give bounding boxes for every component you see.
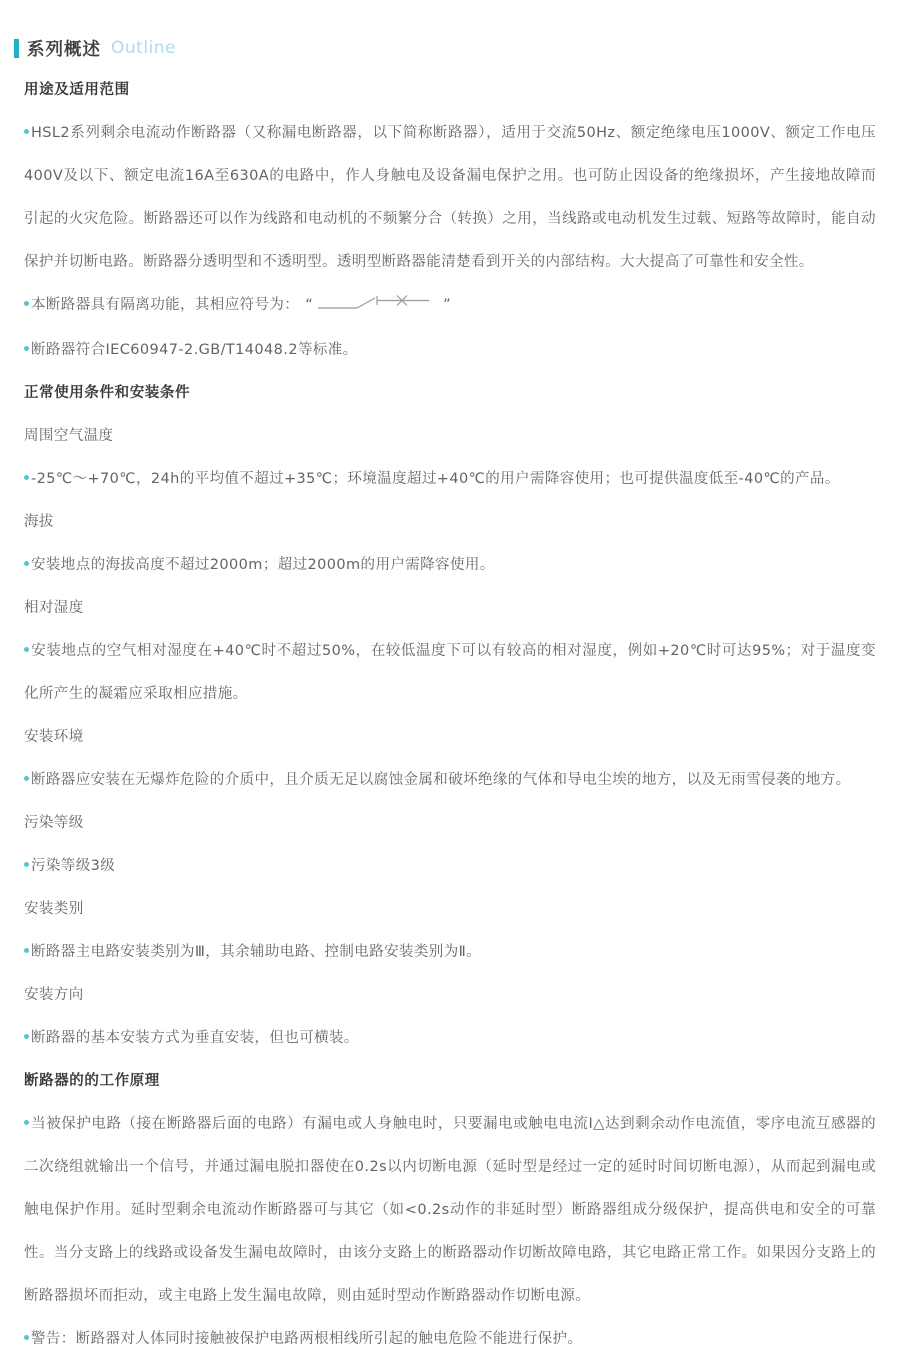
section <box>24 372 876 1060</box>
bullet-dot-icon <box>24 561 29 566</box>
bullet-paragraph <box>24 458 876 501</box>
bullet-text: 警告：断路器对人体同时接触被保护电路两根相线所引起的触电危险不能进行保护。 <box>31 1331 583 1347</box>
quote-close: ” <box>443 297 452 313</box>
subheading <box>24 974 876 1017</box>
bullet-dot-icon <box>24 1335 29 1340</box>
subheading <box>24 587 876 630</box>
bullet-dot-icon <box>24 346 29 351</box>
bullet-text: 断路器应安装在无爆炸危险的介质中，且介质无足以腐蚀金属和破坏绝缘的气体和导电尘埃的地方，以及无雨雪侵袭的地方。 <box>31 772 851 788</box>
subheading-label: 安装方向 <box>24 987 84 1003</box>
bullet-text: 断路器的基本安装方式为垂直安装，但也可横装。 <box>31 1030 359 1046</box>
bullet-text: 安装地点的空气相对湿度在+40℃时不超过50%，在较低温度下可以有较高的相对湿度，例如+20℃时可达95%；对于温度变化所产生的凝霜应采取相应措施。 <box>24 643 876 702</box>
bullet-paragraph <box>24 931 876 974</box>
bullet-paragraph <box>24 112 876 284</box>
bullet-text: 断路器主电路安装类别为Ⅲ，其余辅助电路、控制电路安装类别为Ⅱ。 <box>31 944 482 960</box>
subheading <box>24 716 876 759</box>
bullet-text: 当被保护电路（接在断路器后面的电路）有漏电或人身触电时，只要漏电或触电电流I△达到剩余动作电流值，零序电流互感器的二次绕组就输出一个信号，并通过漏电脱扣器使在0.2s以内切断电源（延时型是经过一定的延时时间切断电源），从而起到漏电或触电保护作用。延时型剩余电流动作断路器可与其它（如<0.2s动作的非延时型）断路器组成分级保护，提高供电和安全的可靠性。当分支路上的线路或设备发生漏电故障时，由该分支路上的断路器动作切断故障电路，其它电路正常工作。如果因分支路上的断路器损坏而拒动，或主电路上发生漏电故障，则由延时型动作断路器动作切断电源。 <box>24 1116 876 1304</box>
subheading <box>24 888 876 931</box>
subheading-label: 安装环境 <box>24 729 84 745</box>
series-header <box>14 36 876 60</box>
bullet-paragraph-with-symbol <box>24 284 876 329</box>
subheading-label: 相对湿度 <box>24 600 84 616</box>
subheading-label: 污染等级 <box>24 815 84 831</box>
bullet-dot-icon <box>24 948 29 953</box>
bullet-text: -25℃～+70℃，24h的平均值不超过+35℃；环境温度超过+40℃的用户需降容使用；也可提供温度低至-40℃的产品。 <box>31 471 840 487</box>
page-title-en: Outline <box>111 38 177 58</box>
bullet-paragraph <box>24 329 876 372</box>
bullet-paragraph <box>24 1017 876 1060</box>
bullet-dot-icon <box>24 1034 29 1039</box>
bullet-paragraph <box>24 845 876 888</box>
bullet-text: 断路器符合IEC60947-2.GB/T14048.2等标准。 <box>31 342 358 358</box>
section-heading: 断路器的的工作原理 <box>24 1073 160 1089</box>
subheading <box>24 501 876 544</box>
subheading-label: 周围空气温度 <box>24 428 114 444</box>
isolation-switch-symbol-icon <box>317 286 433 329</box>
subheading-label: 安装类别 <box>24 901 84 917</box>
subheading <box>24 802 876 845</box>
section-heading: 用途及适用范围 <box>24 82 130 98</box>
bullet-dot-icon <box>24 776 29 781</box>
bullet-dot-icon <box>24 475 29 480</box>
bullet-dot-icon <box>24 647 29 652</box>
bullet-text: HSL2系列剩余电流动作断路器（又称漏电断路器，以下简称断路器），适用于交流50Hz、额定绝缘电压1000V、额定工作电压400V及以下、额定电流16A至630A的电路中，作人身触电及设备漏电保护之用。也可防止因设备的绝缘损坏，产生接地故障而引起的火灾危险。断路器还可以作为线路和电动机的不频繁分合（转换）之用，当线路或电动机发生过载、短路等故障时，能自动保护并切断电路。断路器分透明型和不透明型。透明型断路器能清楚看到开关的内部结构。大大提高了可靠性和安全性。 <box>24 125 876 270</box>
subheading <box>24 415 876 458</box>
bullet-paragraph <box>24 630 876 716</box>
bullet-text: 污染等级3级 <box>31 858 116 874</box>
bullet-paragraph <box>24 544 876 587</box>
document-body <box>24 69 876 1357</box>
bullet-text-before: 本断路器具有隔离功能，其相应符号为： <box>31 297 300 313</box>
quote-open: “ <box>305 297 314 313</box>
bullet-paragraph <box>24 1318 876 1357</box>
bullet-dot-icon <box>24 862 29 867</box>
section-heading: 正常使用条件和安装条件 <box>24 385 191 401</box>
section <box>24 1060 876 1357</box>
bullet-dot-icon <box>24 301 29 306</box>
accent-bar-icon <box>14 39 19 58</box>
bullet-paragraph <box>24 759 876 802</box>
bullet-paragraph <box>24 1103 876 1318</box>
bullet-text: 安装地点的海拔高度不超过2000m；超过2000m的用户需降容使用。 <box>31 557 495 573</box>
section <box>24 69 876 372</box>
bullet-dot-icon <box>24 129 29 134</box>
bullet-dot-icon <box>24 1120 29 1125</box>
page-title-zh: 系列概述 <box>27 39 101 60</box>
subheading-label: 海拔 <box>24 514 54 530</box>
